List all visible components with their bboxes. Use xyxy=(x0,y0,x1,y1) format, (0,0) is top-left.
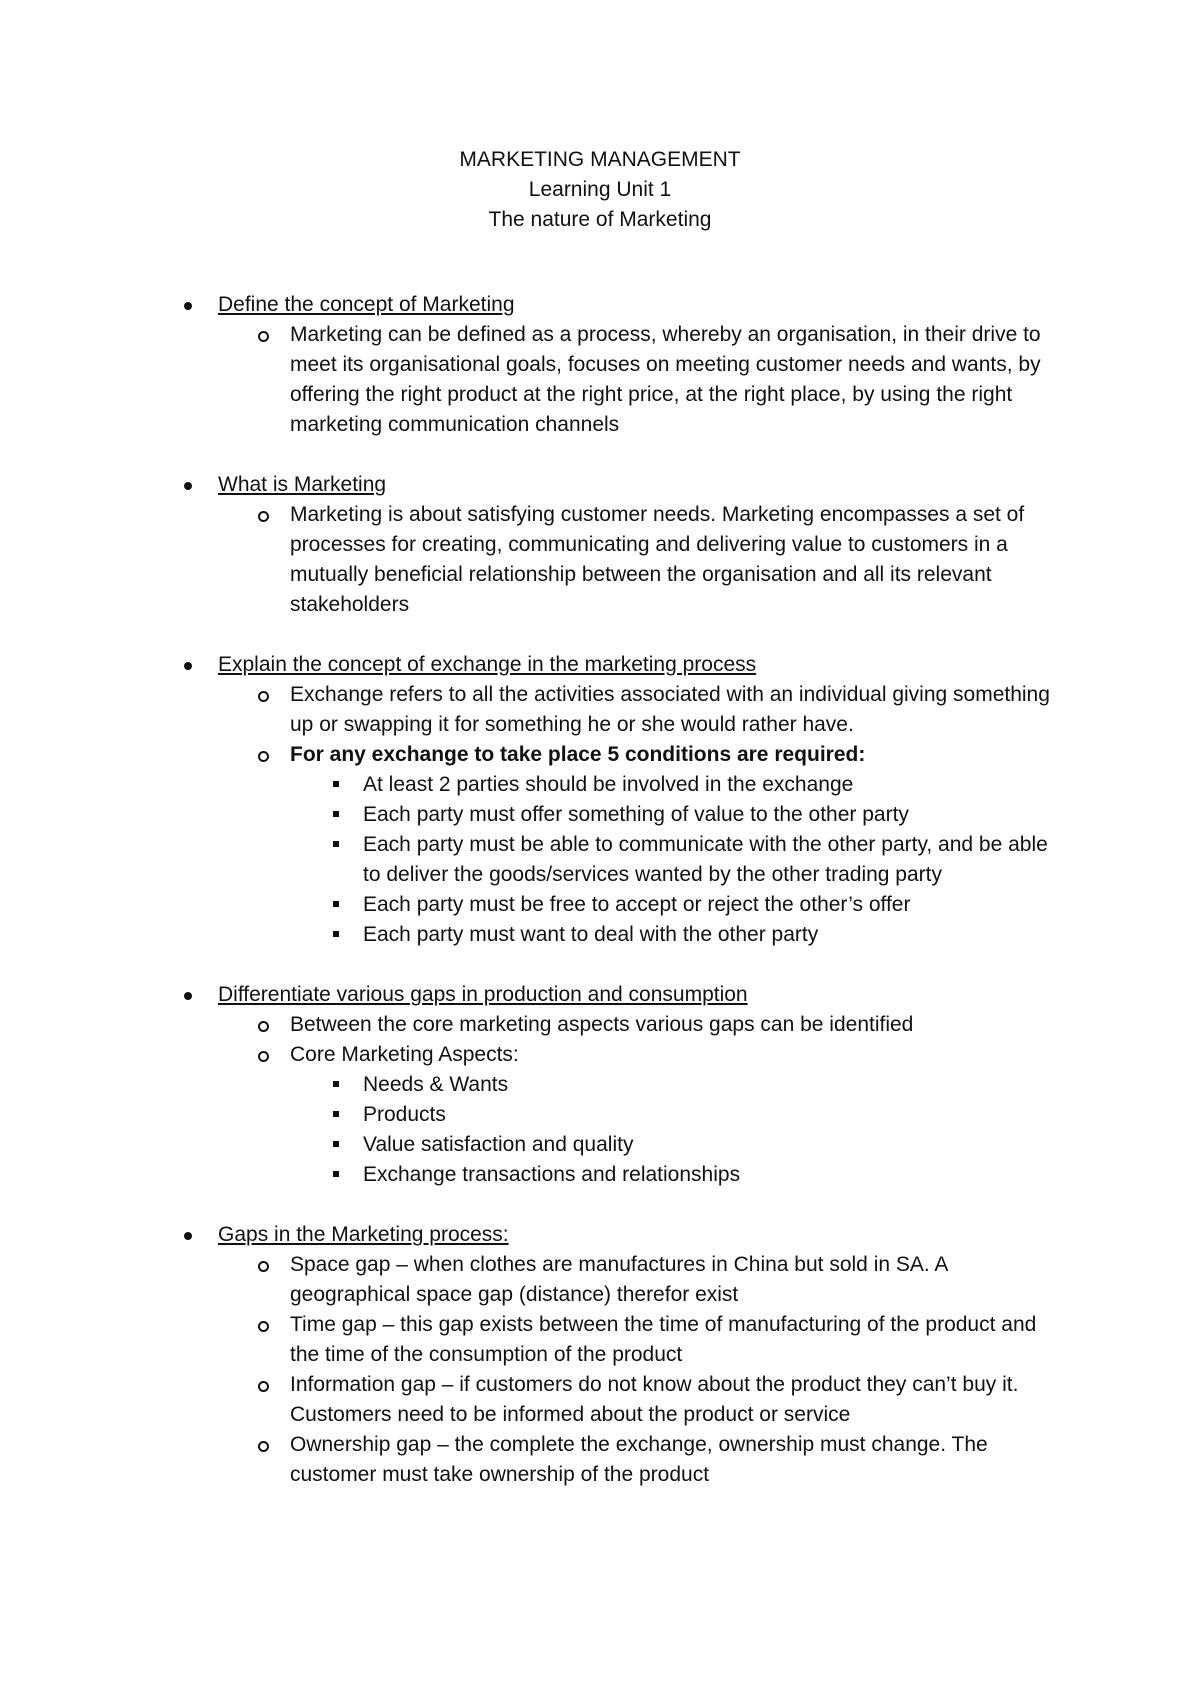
sub-list-item: Needs & Wants xyxy=(0,1070,1063,1100)
circle-bullet-icon xyxy=(258,1261,269,1272)
content xyxy=(0,290,1200,1520)
square-bullet-icon xyxy=(333,1141,339,1147)
square-bullet-icon xyxy=(333,1111,339,1117)
bullet-icon xyxy=(184,992,192,1000)
square-bullet-icon xyxy=(333,1081,339,1087)
circle-bullet-icon xyxy=(258,331,269,342)
square-bullet-icon xyxy=(333,781,339,787)
list-item: Ownership gap – the complete the exchange, ownership must change. The customer must take ownership of the product xyxy=(0,1430,1060,1490)
section-heading: Define the concept of Marketing xyxy=(0,290,1200,320)
list-item: Space gap – when clothes are manufactures in China but sold in SA. A geographical space gap (distance) therefor exist xyxy=(0,1250,1060,1310)
bullet-icon xyxy=(184,482,192,490)
square-bullet-icon xyxy=(333,841,339,847)
section-heading: What is Marketing xyxy=(0,470,1200,500)
sub-list-item: Value satisfaction and quality xyxy=(0,1130,1063,1160)
circle-bullet-icon xyxy=(258,1441,269,1452)
section-heading: Explain the concept of exchange in the marketing process xyxy=(0,650,1200,680)
square-bullet-icon xyxy=(333,811,339,817)
circle-bullet-icon xyxy=(258,1381,269,1392)
unit-title: Learning Unit 1 xyxy=(528,178,672,201)
list-item: Marketing is about satisfying customer needs. Marketing encompasses a set of processes for creating, communicating and delivering value to customers in a mutually beneficial relationship between the organisation and all its relevant stakeholders xyxy=(0,500,1060,620)
course-title: MARKETING MANAGEMENT xyxy=(459,148,741,171)
list-item: Time gap – this gap exists between the time of manufacturing of the product and the time of the consumption of the product xyxy=(0,1310,1060,1370)
square-bullet-icon xyxy=(333,1171,339,1177)
sub-list-item: At least 2 parties should be involved in the exchange xyxy=(0,770,1063,800)
section-heading: Differentiate various gaps in production and consumption xyxy=(0,980,1200,1010)
square-bullet-icon xyxy=(333,931,339,937)
list-item: For any exchange to take place 5 conditions are required: xyxy=(0,740,1060,770)
title-block xyxy=(0,145,1200,235)
unit-subtitle: The nature of Marketing xyxy=(488,208,712,231)
bullet-icon xyxy=(184,302,192,310)
square-bullet-icon xyxy=(333,901,339,907)
list-item: Core Marketing Aspects: xyxy=(0,1040,1060,1070)
section-gaps-marketing-process xyxy=(0,1220,1200,1490)
sub-list-item: Each party must offer something of value to the other party xyxy=(0,800,1063,830)
sub-list-item: Each party must be able to communicate with the other party, and be able to deliver the goods/services wanted by the other trading party xyxy=(0,830,1063,890)
sub-list-item: Each party must be free to accept or reject the other’s offer xyxy=(0,890,1063,920)
section-what-is-marketing xyxy=(0,470,1200,620)
list-item: Between the core marketing aspects various gaps can be identified xyxy=(0,1010,1060,1040)
section-define-marketing xyxy=(0,290,1200,440)
sub-list-item: Each party must want to deal with the other party xyxy=(0,920,1063,950)
circle-bullet-icon xyxy=(258,1051,269,1062)
circle-bullet-icon xyxy=(258,691,269,702)
circle-bullet-icon xyxy=(258,1321,269,1332)
section-heading: Gaps in the Marketing process: xyxy=(0,1220,1200,1250)
list-item: Marketing can be defined as a process, whereby an organisation, in their drive to meet its organisational goals, focuses on meeting customer needs and wants, by offering the right product at the right price, at the right place, by using the right marketing communication channels xyxy=(0,320,1060,440)
section-exchange xyxy=(0,650,1200,950)
list-item: Exchange refers to all the activities associated with an individual giving something up or swapping it for something he or she would rather have. xyxy=(0,680,1060,740)
circle-bullet-icon xyxy=(258,1021,269,1032)
sub-list-item: Exchange transactions and relationships xyxy=(0,1160,1063,1190)
circle-bullet-icon xyxy=(258,511,269,522)
bullet-icon xyxy=(184,1232,192,1240)
list-item: Information gap – if customers do not know about the product they can’t buy it. Customers need to be informed about the product or service xyxy=(0,1370,1060,1430)
circle-bullet-icon xyxy=(258,751,269,762)
section-gaps-production xyxy=(0,980,1200,1190)
sub-list-item: Products xyxy=(0,1100,1063,1130)
bullet-icon xyxy=(184,662,192,670)
